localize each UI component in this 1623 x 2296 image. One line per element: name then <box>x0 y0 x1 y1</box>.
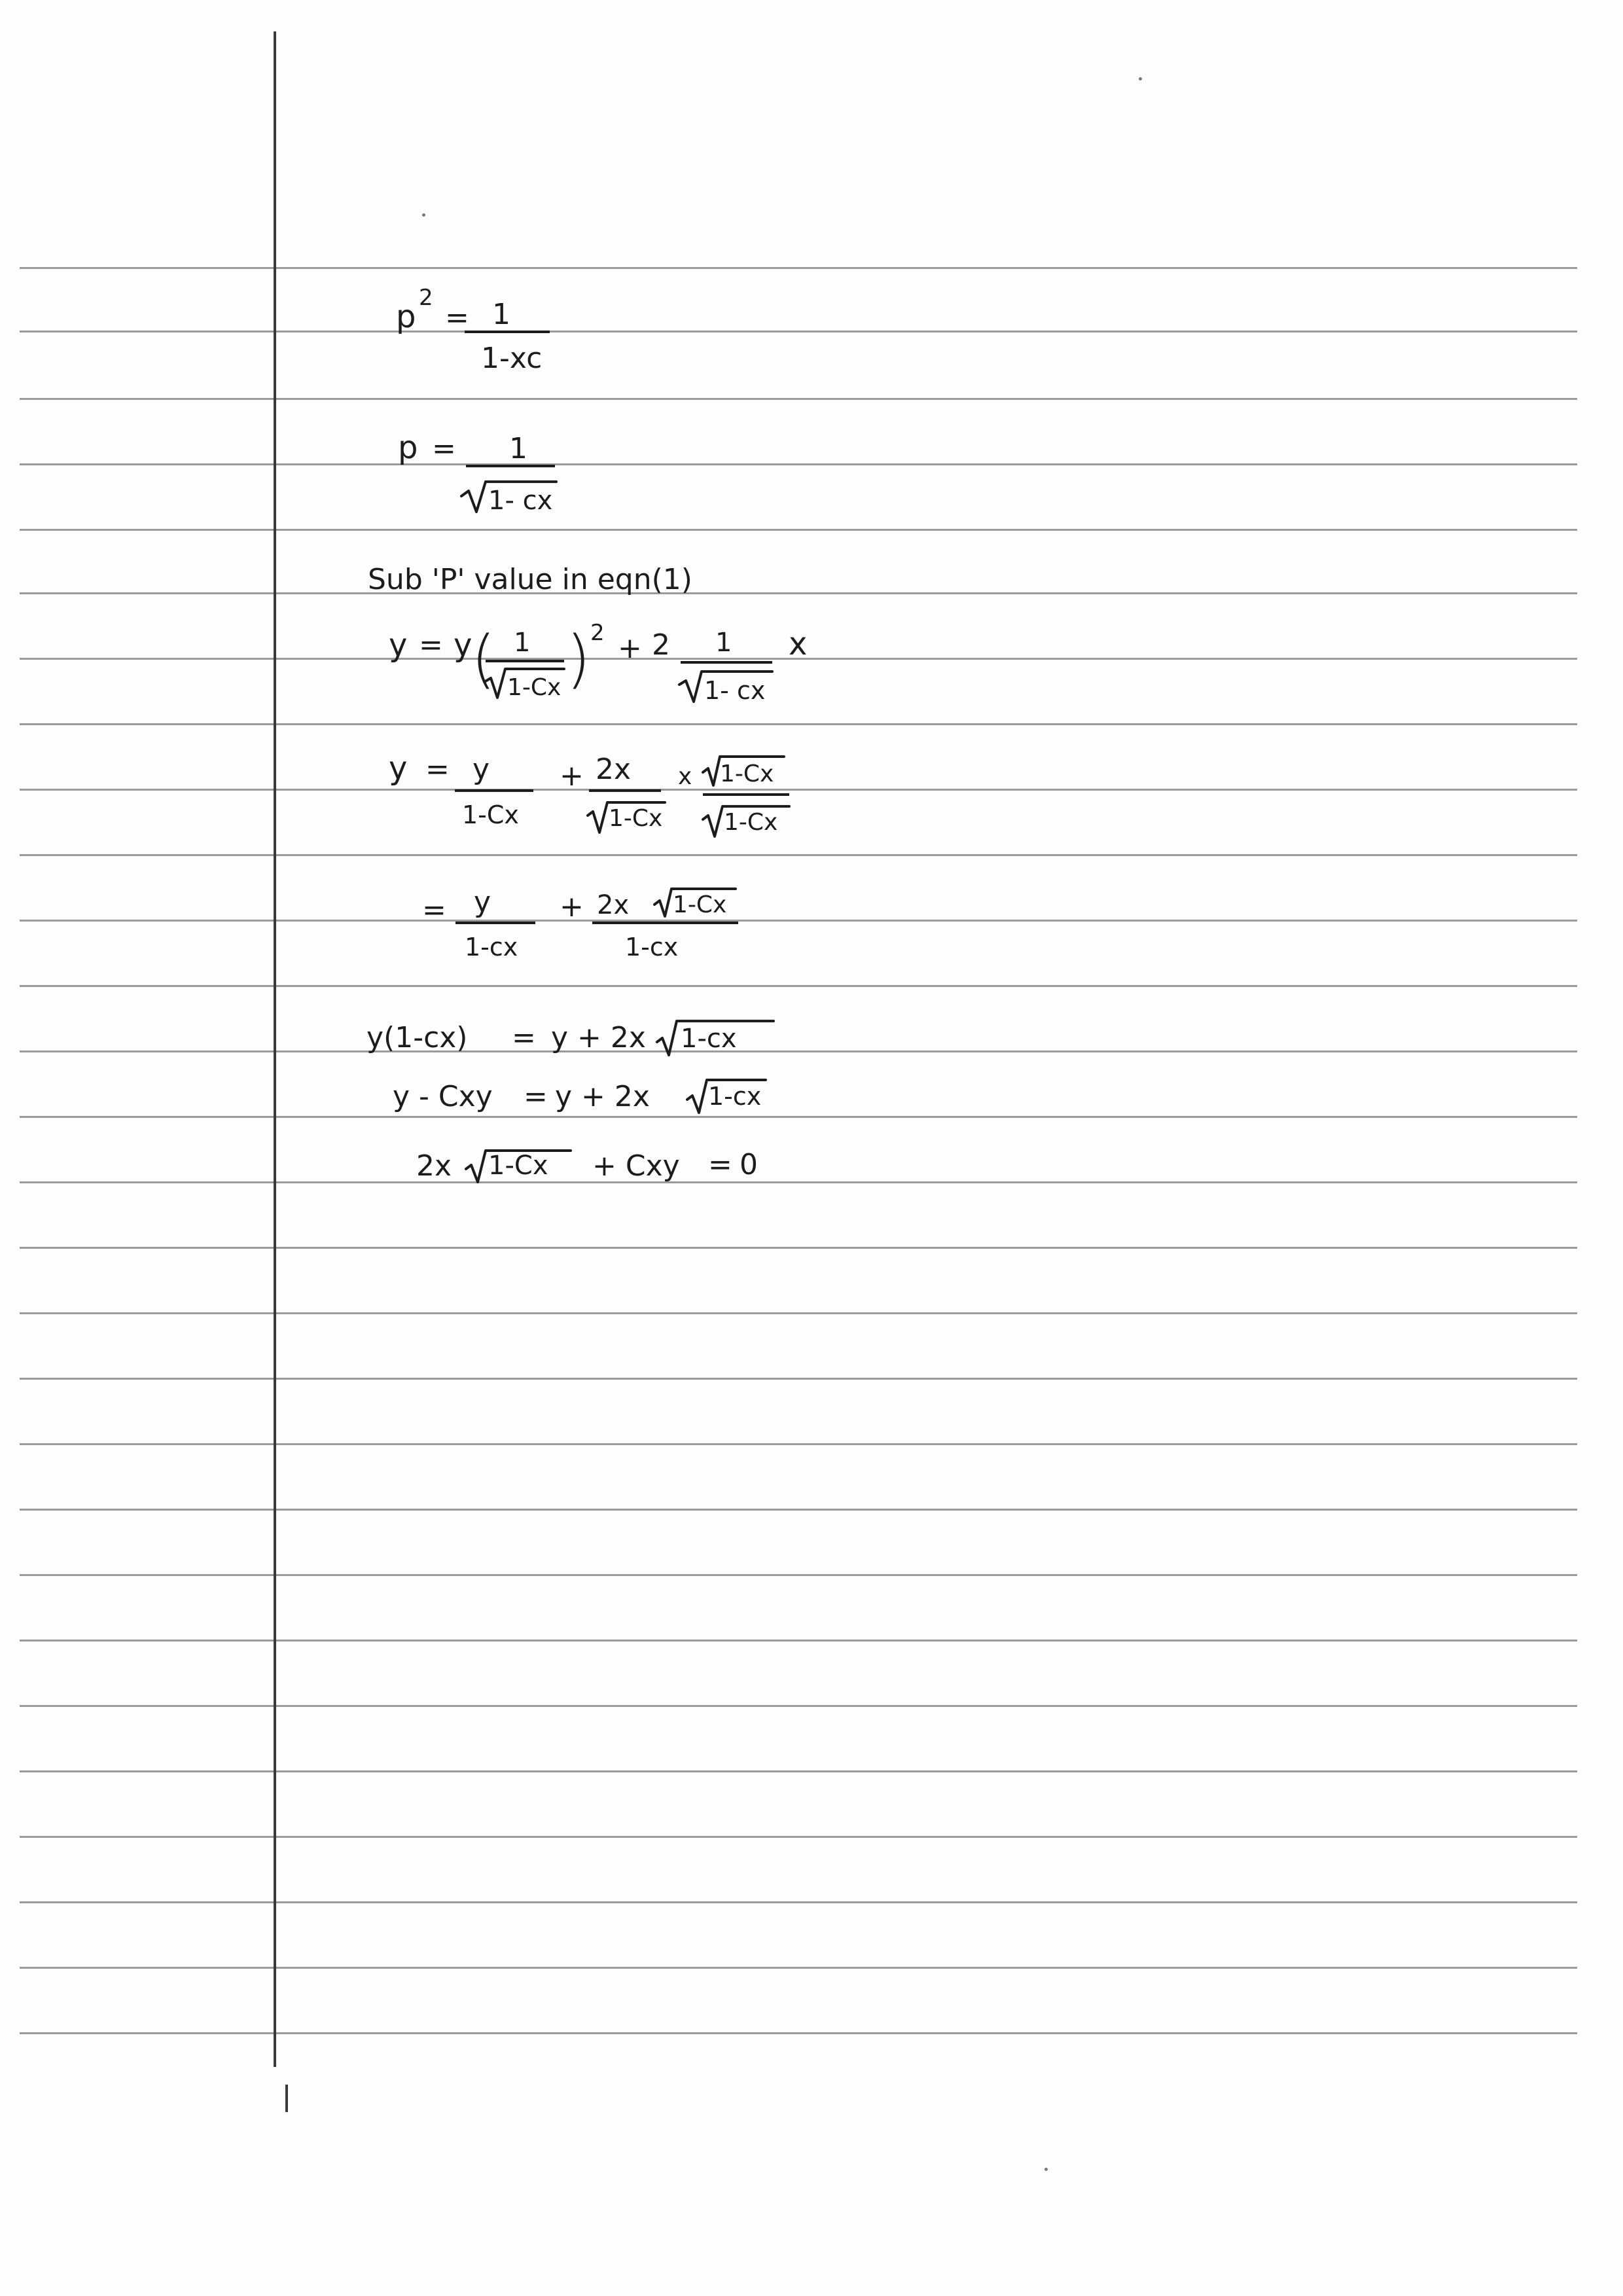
equals-sign: = <box>445 301 469 334</box>
numerator: 1 <box>509 432 527 465</box>
y-term: y <box>454 627 473 664</box>
step-p <box>398 429 556 516</box>
sub-note: Sub 'P' value in eqn(1) <box>368 563 692 596</box>
step-distribute <box>393 1080 766 1113</box>
term-cxy: + Cxy <box>592 1149 680 1183</box>
radicand: 1-Cx <box>488 1151 548 1181</box>
denominator-1: 1-Cx <box>462 800 519 829</box>
numerator-3: 1-Cx <box>720 761 774 787</box>
denominator-2: 1-cx <box>625 933 679 961</box>
numerator: 1 <box>514 628 531 658</box>
step-sub <box>368 563 692 596</box>
zero: 0 <box>740 1148 758 1181</box>
lhs: y(1-cx) <box>366 1021 468 1054</box>
lhs: y <box>389 627 408 664</box>
term-2x: 2x <box>416 1149 452 1183</box>
rhs-terms: y + 2x <box>555 1080 650 1113</box>
numerator: 1 <box>492 298 510 331</box>
equals-sign: = <box>422 893 446 927</box>
plus-sign: + <box>618 632 642 665</box>
lhs: y <box>389 750 408 787</box>
step-simplify <box>422 886 738 961</box>
denominator: 1-Cx <box>507 674 562 701</box>
times-sign: x <box>678 763 692 790</box>
radicand: 1-cx <box>681 1024 737 1054</box>
step-p-squared <box>396 285 550 375</box>
numerator-2b: 1-Cx <box>673 891 727 918</box>
denominator: 1- cx <box>488 486 553 516</box>
numerator-2a: 2x <box>597 890 630 920</box>
radicand: 1-cx <box>708 1082 762 1111</box>
coefficient: 2 <box>652 628 670 662</box>
equals-sign: = <box>512 1021 536 1054</box>
denominator-2: 1- cx <box>704 676 766 705</box>
lhs: y - Cxy <box>393 1080 493 1113</box>
x-term: x <box>789 626 808 662</box>
superscript: 2 <box>419 285 433 311</box>
equals-sign: = <box>425 753 450 786</box>
denominator-2: 1-Cx <box>609 805 663 832</box>
lhs: p <box>398 429 418 466</box>
superscript: 2 <box>590 620 605 646</box>
rhs-terms: y + 2x <box>551 1021 646 1054</box>
numerator-1: y <box>473 753 490 786</box>
equals-sign: = <box>708 1148 732 1181</box>
step-multiply <box>366 1021 774 1055</box>
lhs: p <box>396 298 416 335</box>
equals-sign: = <box>432 432 456 465</box>
numerator-2: 1 <box>715 628 732 658</box>
numerator-2: 2x <box>596 753 632 786</box>
step-substitute <box>389 620 807 705</box>
step-expand <box>389 750 789 836</box>
open-paren: ( <box>471 622 496 696</box>
step-result <box>416 1148 758 1183</box>
close-paren: ) <box>566 622 591 696</box>
denominator-1: 1-cx <box>465 933 518 961</box>
plus-sign: + <box>560 759 584 793</box>
equals-sign: = <box>419 628 443 662</box>
denominator-3: 1-Cx <box>724 809 778 836</box>
numerator-1: y <box>474 886 491 919</box>
plus-sign: + <box>560 890 584 924</box>
equals-sign: = <box>524 1080 548 1113</box>
denominator: 1-xc <box>481 342 543 375</box>
